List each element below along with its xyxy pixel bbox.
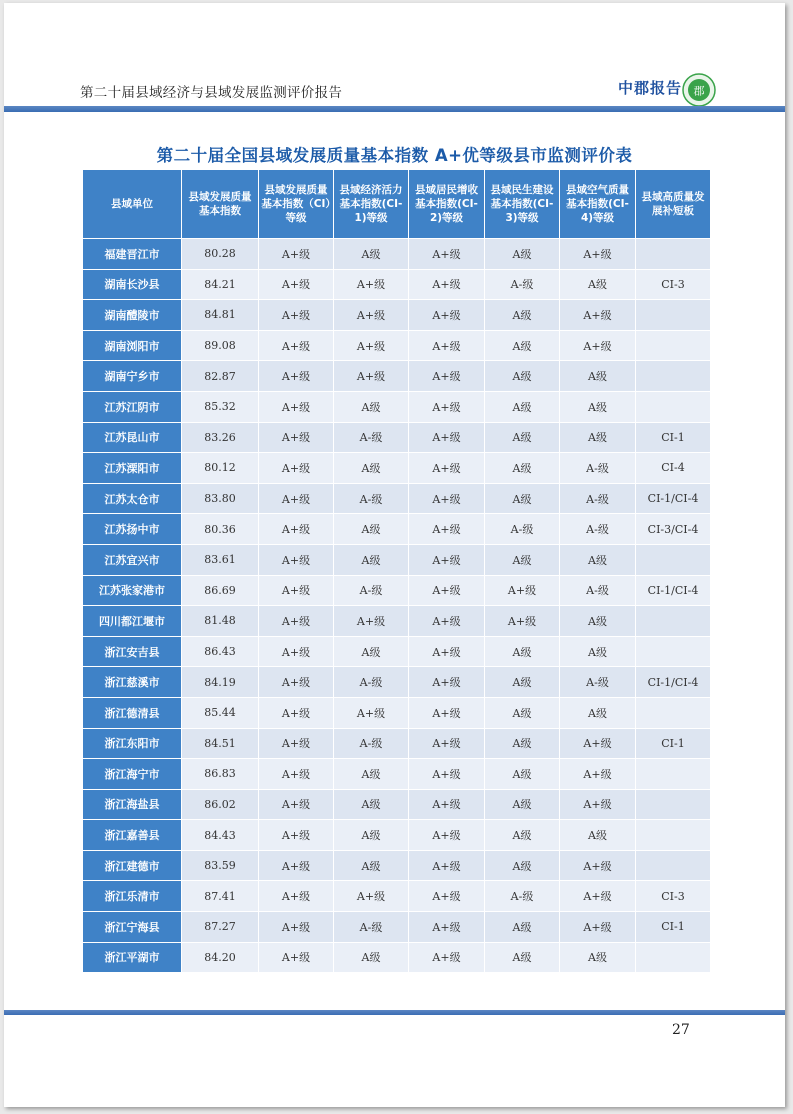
table-cell: 83.26 — [182, 422, 259, 453]
table-cell: A+级 — [409, 606, 485, 637]
table-row — [83, 697, 711, 728]
table-cell: A+级 — [409, 697, 485, 728]
table-cell: A+级 — [259, 850, 334, 881]
table-cell: A级 — [485, 759, 560, 790]
col-header-ci2-grade: 县域居民增收基本指数(CI-2)等级 — [409, 170, 485, 239]
table-cell: A级 — [485, 636, 560, 667]
county-name-cell: 湖南长沙县 — [83, 269, 182, 300]
table-cell: A级 — [560, 942, 636, 973]
county-name-cell: 浙江海盐县 — [83, 789, 182, 820]
table-cell: A+级 — [409, 300, 485, 331]
table-row — [83, 820, 711, 851]
table-cell: A+级 — [259, 789, 334, 820]
table-row — [83, 912, 711, 943]
table-cell: A级 — [560, 361, 636, 392]
table-cell — [636, 697, 711, 728]
table-cell: 80.12 — [182, 453, 259, 484]
table-row — [83, 330, 711, 361]
table-cell: 82.87 — [182, 361, 259, 392]
table-cell: 85.32 — [182, 391, 259, 422]
table-cell: 81.48 — [182, 606, 259, 637]
table-cell: 87.41 — [182, 881, 259, 912]
table-cell: A级 — [485, 942, 560, 973]
table-cell: A+级 — [334, 300, 409, 331]
table-cell — [636, 361, 711, 392]
col-header-ci4-grade: 县域空气质量基本指数(CI-4)等级 — [560, 170, 636, 239]
table-cell: A-级 — [560, 483, 636, 514]
report-header-title: 第二十届县域经济与县域发展监测评价报告 — [80, 85, 343, 101]
table-cell: 84.21 — [182, 269, 259, 300]
table-cell: A级 — [560, 636, 636, 667]
col-header-shortboard: 县域高质量发展补短板 — [636, 170, 711, 239]
table-cell: A+级 — [259, 636, 334, 667]
table-cell: A+级 — [409, 789, 485, 820]
table-cell: A+级 — [259, 820, 334, 851]
county-name-cell: 浙江慈溪市 — [83, 667, 182, 698]
county-name-cell: 江苏宜兴市 — [83, 544, 182, 575]
table-cell: A级 — [485, 391, 560, 422]
table-cell: CI-1/CI-4 — [636, 667, 711, 698]
table-cell: 84.51 — [182, 728, 259, 759]
col-header-ci1-grade: 县域经济活力基本指数(CI-1)等级 — [334, 170, 409, 239]
table-cell: A+级 — [334, 697, 409, 728]
table-cell: A+级 — [259, 483, 334, 514]
table-cell: A+级 — [259, 759, 334, 790]
table-cell — [636, 820, 711, 851]
table-cell: A+级 — [409, 269, 485, 300]
table-cell: A级 — [334, 789, 409, 820]
table-cell: 87.27 — [182, 912, 259, 943]
table-cell: A-级 — [334, 667, 409, 698]
table-row — [83, 942, 711, 973]
table-cell: A+级 — [259, 667, 334, 698]
table-cell: A级 — [334, 942, 409, 973]
table-row — [83, 544, 711, 575]
table-cell: A+级 — [560, 850, 636, 881]
county-name-cell: 湖南醴陵市 — [83, 300, 182, 331]
table-cell: A-级 — [485, 269, 560, 300]
table-cell: A+级 — [334, 269, 409, 300]
table-cell: 84.81 — [182, 300, 259, 331]
table-cell: A+级 — [409, 759, 485, 790]
county-name-cell: 湖南宁乡市 — [83, 361, 182, 392]
header-divider — [4, 106, 785, 112]
table-cell: A+级 — [560, 881, 636, 912]
county-name-cell: 浙江德清县 — [83, 697, 182, 728]
table-cell: A级 — [334, 636, 409, 667]
table-cell: A+级 — [259, 300, 334, 331]
table-cell: A+级 — [409, 361, 485, 392]
county-name-cell: 浙江嘉善县 — [83, 820, 182, 851]
brand-name: 中郡报告 — [618, 79, 683, 97]
table-cell: A+级 — [409, 330, 485, 361]
brand-logo-icon — [682, 73, 716, 107]
table-cell: CI-1 — [636, 728, 711, 759]
table-row — [83, 881, 711, 912]
table-cell: A级 — [485, 850, 560, 881]
table-cell — [636, 300, 711, 331]
col-header-ci-grade: 县域发展质量基本指数（CI）等级 — [259, 170, 334, 239]
table-cell: 84.19 — [182, 667, 259, 698]
table-cell: A-级 — [560, 514, 636, 545]
col-header-ci3-grade: 县域民生建设基本指数(CI-3)等级 — [485, 170, 560, 239]
table-cell: A+级 — [334, 881, 409, 912]
table-cell: A级 — [485, 361, 560, 392]
table-cell: A+级 — [259, 544, 334, 575]
table-cell: A+级 — [485, 575, 560, 606]
table-cell: A级 — [560, 269, 636, 300]
county-name-cell: 江苏江阴市 — [83, 391, 182, 422]
county-name-cell: 江苏昆山市 — [83, 422, 182, 453]
table-row — [83, 514, 711, 545]
table-cell: A+级 — [409, 728, 485, 759]
table-cell: A+级 — [409, 850, 485, 881]
table-cell: A级 — [485, 330, 560, 361]
table-cell: A+级 — [409, 820, 485, 851]
table-cell — [636, 391, 711, 422]
table-cell: A级 — [485, 697, 560, 728]
footer-divider — [4, 1010, 785, 1015]
table-cell: A+级 — [409, 667, 485, 698]
table-cell: A级 — [334, 544, 409, 575]
table-cell: 83.59 — [182, 850, 259, 881]
table-cell: A级 — [485, 544, 560, 575]
report-page — [4, 3, 785, 1107]
table-header-row — [83, 170, 711, 239]
table-row — [83, 667, 711, 698]
county-name-cell: 浙江乐清市 — [83, 881, 182, 912]
table-cell: 89.08 — [182, 330, 259, 361]
table-cell: A-级 — [334, 728, 409, 759]
table-cell: A级 — [485, 820, 560, 851]
table-cell: A+级 — [409, 636, 485, 667]
col-header-index: 县域发展质量基本指数 — [182, 170, 259, 239]
county-name-cell: 江苏张家港市 — [83, 575, 182, 606]
table-cell — [636, 850, 711, 881]
table-row — [83, 759, 711, 790]
table-cell: A+级 — [409, 575, 485, 606]
table-cell: A级 — [485, 300, 560, 331]
table-cell: A+级 — [560, 789, 636, 820]
table-row — [83, 361, 711, 392]
table-cell: A级 — [560, 391, 636, 422]
table-cell: CI-1 — [636, 912, 711, 943]
table-cell: A+级 — [409, 912, 485, 943]
table-row — [83, 606, 711, 637]
county-name-cell: 浙江平湖市 — [83, 942, 182, 973]
table-cell: A级 — [485, 483, 560, 514]
table-cell: A级 — [560, 820, 636, 851]
table-cell — [636, 636, 711, 667]
table-cell: A+级 — [560, 759, 636, 790]
county-name-cell: 四川都江堰市 — [83, 606, 182, 637]
table-cell: A+级 — [409, 881, 485, 912]
table-row — [83, 422, 711, 453]
table-row — [83, 300, 711, 331]
table-cell: A-级 — [334, 575, 409, 606]
page-number: 27 — [672, 1022, 690, 1038]
county-name-cell: 浙江海宁市 — [83, 759, 182, 790]
table-cell — [636, 330, 711, 361]
table-cell — [636, 942, 711, 973]
table-cell: A-级 — [334, 912, 409, 943]
table-row — [83, 575, 711, 606]
table-cell: A级 — [485, 789, 560, 820]
table-cell: 84.20 — [182, 942, 259, 973]
table-title: 第二十届全国县域发展质量基本指数 A+优等级县市监测评价表 — [156, 146, 633, 165]
table-cell — [636, 759, 711, 790]
table-cell: A+级 — [334, 606, 409, 637]
county-name-cell: 江苏太仓市 — [83, 483, 182, 514]
table-cell: A+级 — [259, 453, 334, 484]
table-cell: A+级 — [409, 544, 485, 575]
table-cell: A+级 — [409, 483, 485, 514]
table-cell — [636, 544, 711, 575]
table-cell: 83.80 — [182, 483, 259, 514]
table-cell: A+级 — [259, 575, 334, 606]
county-name-cell: 湖南浏阳市 — [83, 330, 182, 361]
table-row — [83, 391, 711, 422]
table-cell: 86.83 — [182, 759, 259, 790]
table-cell: A+级 — [259, 942, 334, 973]
table-cell: 80.36 — [182, 514, 259, 545]
table-cell: A+级 — [334, 330, 409, 361]
table-cell: A+级 — [259, 881, 334, 912]
table-cell: A+级 — [259, 391, 334, 422]
table-cell: A+级 — [409, 239, 485, 270]
table-cell: A+级 — [259, 269, 334, 300]
table-cell: 80.28 — [182, 239, 259, 270]
county-name-cell: 浙江宁海县 — [83, 912, 182, 943]
table-cell: A+级 — [259, 514, 334, 545]
table-cell: A+级 — [259, 728, 334, 759]
table-cell: A级 — [560, 606, 636, 637]
table-cell: A+级 — [409, 391, 485, 422]
county-name-cell: 浙江建德市 — [83, 850, 182, 881]
table-cell: A+级 — [560, 330, 636, 361]
table-cell: 83.61 — [182, 544, 259, 575]
table-cell: A级 — [485, 239, 560, 270]
table-row — [83, 239, 711, 270]
table-cell — [636, 789, 711, 820]
table-cell: CI-1/CI-4 — [636, 483, 711, 514]
table-cell: A级 — [560, 544, 636, 575]
table-cell: A-级 — [560, 575, 636, 606]
svg-text:郡: 郡 — [693, 84, 705, 98]
table-cell: A-级 — [485, 514, 560, 545]
table-cell: A+级 — [409, 422, 485, 453]
table-cell: A-级 — [560, 453, 636, 484]
table-cell — [636, 606, 711, 637]
table-row — [83, 453, 711, 484]
county-name-cell: 江苏扬中市 — [83, 514, 182, 545]
table-row — [83, 269, 711, 300]
table-row — [83, 728, 711, 759]
table-cell: A级 — [334, 453, 409, 484]
table-cell: A+级 — [485, 606, 560, 637]
county-name-cell: 江苏溧阳市 — [83, 453, 182, 484]
table-cell: A+级 — [259, 912, 334, 943]
table-cell: CI-3 — [636, 269, 711, 300]
table-cell: A级 — [334, 391, 409, 422]
table-cell: CI-4 — [636, 453, 711, 484]
table-row — [83, 483, 711, 514]
table-cell: A+级 — [259, 422, 334, 453]
table-cell: A级 — [485, 667, 560, 698]
table-cell: 86.02 — [182, 789, 259, 820]
table-cell: A级 — [334, 239, 409, 270]
table-cell: A+级 — [259, 239, 334, 270]
col-header-county: 县域单位 — [83, 170, 182, 239]
table-cell: CI-1 — [636, 422, 711, 453]
table-cell: CI-3/CI-4 — [636, 514, 711, 545]
table-cell: A-级 — [334, 422, 409, 453]
table-row — [83, 789, 711, 820]
table-cell: A+级 — [259, 361, 334, 392]
table-cell: A级 — [560, 697, 636, 728]
table-cell: A+级 — [259, 697, 334, 728]
table-cell: A+级 — [560, 239, 636, 270]
table-cell: A级 — [485, 422, 560, 453]
table-cell — [636, 239, 711, 270]
table-cell: A-级 — [560, 667, 636, 698]
evaluation-table — [82, 169, 711, 973]
table-cell: 86.43 — [182, 636, 259, 667]
table-row — [83, 636, 711, 667]
county-name-cell: 福建晋江市 — [83, 239, 182, 270]
table-cell: A级 — [485, 453, 560, 484]
county-name-cell: 浙江安吉县 — [83, 636, 182, 667]
table-row — [83, 850, 711, 881]
table-cell: CI-1/CI-4 — [636, 575, 711, 606]
table-cell: 84.43 — [182, 820, 259, 851]
table-cell: A+级 — [409, 514, 485, 545]
table-cell: A+级 — [560, 912, 636, 943]
table-cell: A-级 — [485, 881, 560, 912]
table-cell: A-级 — [334, 483, 409, 514]
county-name-cell: 浙江东阳市 — [83, 728, 182, 759]
table-cell: A级 — [560, 422, 636, 453]
table-cell: A+级 — [409, 453, 485, 484]
table-cell: A级 — [485, 912, 560, 943]
table-cell: CI-3 — [636, 881, 711, 912]
table-cell: A级 — [334, 820, 409, 851]
table-cell: 86.69 — [182, 575, 259, 606]
table-cell: A+级 — [259, 606, 334, 637]
table-cell: A+级 — [409, 942, 485, 973]
table-cell: A+级 — [560, 300, 636, 331]
table-cell: A+级 — [560, 728, 636, 759]
table-cell: A级 — [485, 728, 560, 759]
table-cell: A+级 — [334, 361, 409, 392]
table-cell: A+级 — [259, 330, 334, 361]
table-cell: A级 — [334, 850, 409, 881]
table-cell: 85.44 — [182, 697, 259, 728]
table-cell: A级 — [334, 514, 409, 545]
table-cell: A级 — [334, 759, 409, 790]
